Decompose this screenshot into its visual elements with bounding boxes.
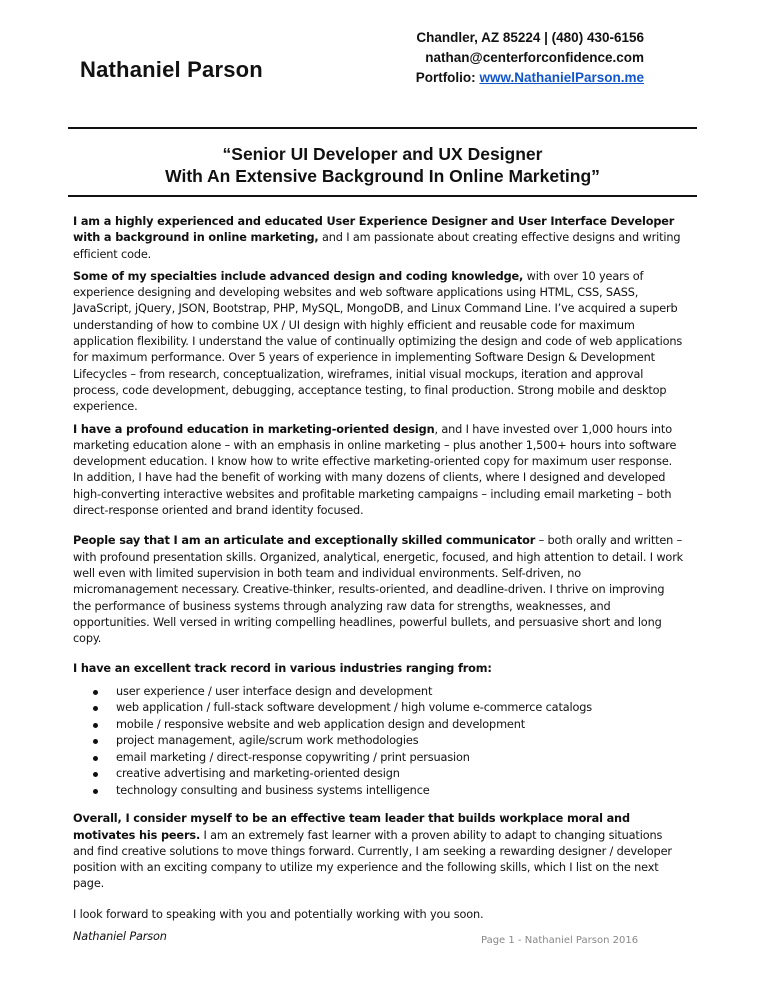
page-footer: Page 1 - Nathaniel Parson 2016 xyxy=(481,935,639,946)
specialties-paragraph xyxy=(73,269,685,416)
list-item: mobile / responsive website and web application design and development xyxy=(116,717,685,734)
signature: Nathaniel Parson xyxy=(73,930,167,943)
intro-paragraph xyxy=(73,214,685,263)
list-item: creative advertising and marketing-oriented design xyxy=(116,766,685,783)
industries-list xyxy=(73,684,685,800)
list-item: email marketing / direct-response copywriting / print persuasion xyxy=(116,750,685,767)
overall-paragraph xyxy=(73,811,685,892)
cover-letter-body xyxy=(73,214,685,951)
location-phone: Chandler, AZ 85224 | (480) 430-6156 xyxy=(416,30,644,45)
overall-bold: Overall, I consider myself to be an effective team leader that builds workplace moral and motivates his peers. xyxy=(73,812,630,842)
list-item: project management, agile/scrum work methodologies xyxy=(116,733,685,750)
intro-text: and I am passionate about creating effective designs and writing efficient code. xyxy=(73,231,681,261)
industries-heading-bold: I have an excellent track record in various industries ranging from: xyxy=(73,662,492,676)
overall-text: I am an extremely fast learner with a proven ability to adapt to changing situations and find creative solutions to move things forward. Currently, I am seeking a rewarding designer / developer position with an exciting company to utilize my experience and the following skills, which I list on the next page. xyxy=(73,828,672,891)
education-text: , and I have invested over 1,000 hours into marketing education alone – with an emphasis in online marketing – plus another 1,500+ hours into software development education. I know how to write effective marketing-oriented copy for maximum user response. In addition, I have had the benefit of working with many dozens of clients, where I designed and developed high-converting interactive websites and profitable marketing campaigns – including email marketing – both direct-response oriented and brand identity focused. xyxy=(73,422,677,518)
education-paragraph xyxy=(73,422,685,520)
bottom-divider xyxy=(68,195,697,197)
headline xyxy=(68,143,697,187)
portfolio-line xyxy=(416,68,644,88)
specialties-bold: Some of my specialties include advanced design and coding knowledge, xyxy=(73,269,524,283)
education-bold: I have a profound education in marketing-oriented design xyxy=(73,422,435,436)
top-divider xyxy=(68,127,697,129)
communicator-text: – both orally and written – with profound presentation skills. Organized, analytical, energetic, focused, and high attention to detail. I work well even with limited supervision in both team and individual environments. Self-driven, no micromanagement necessary. Creative-thinker, results-oriented, and deadline-driven. I thrive on improving the performance of business systems through analyzing raw data for strengths, weaknesses, and opportunities. Well versed in writing compelling headlines, powerful bullets, and persuasive short and long copy. xyxy=(73,534,684,646)
list-item: web application / full-stack software development / high volume e-commerce catalogs xyxy=(116,700,685,717)
headline-line-1: “Senior UI Developer and UX Designer xyxy=(222,144,543,164)
closing-paragraph: I look forward to speaking with you and potentially working with you soon. xyxy=(73,907,484,921)
email-address: nathan@centerforconfidence.com xyxy=(425,50,644,65)
portfolio-link[interactable]: www.NathanielParson.me xyxy=(479,70,644,85)
list-item: technology consulting and business systems intelligence xyxy=(116,783,685,800)
list-item: user experience / user interface design and development xyxy=(116,684,685,701)
contact-block xyxy=(416,28,644,88)
portfolio-label: Portfolio: xyxy=(415,70,476,85)
industries-heading xyxy=(73,661,685,677)
communicator-bold: People say that I am an articulate and exceptionally skilled communicator xyxy=(73,534,536,548)
communicator-paragraph xyxy=(73,533,685,647)
intro-bold: I am a highly experienced and educated User Experience Designer and User Interface Developer with a background in online marketing, xyxy=(73,215,675,245)
specialties-text: with over 10 years of experience designing and developing websites and web software applications using HTML, CSS, SASS, JavaScript, jQuery, JSON, Bootstrap, PHP, MySQL, MongoDB, and Linux Command Line. I’ve acquired a superb understanding of how to combine UX / UI design with highly efficient and reusable code for maximum application flexibility. I understand the value of continually optimizing the design and code of web applications for maximum performance. Over 5 years of experience in implementing Software Design & Development Lifecycles – from research, conceptualization, wireframes, initial visual mockups, iteration and approval process, code development, debugging, acceptance testing, to final production. Strong mobile and desktop experience. xyxy=(73,269,683,414)
headline-line-2: With An Extensive Background In Online Marketing” xyxy=(165,166,600,186)
candidate-name: Nathaniel Parson xyxy=(80,57,263,82)
